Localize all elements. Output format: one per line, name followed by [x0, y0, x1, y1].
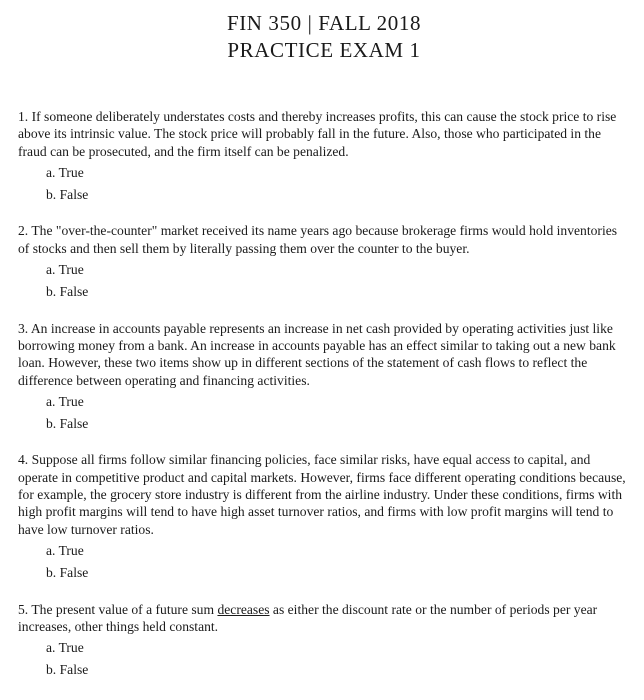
option-true[interactable]: a. True — [46, 542, 84, 558]
question-body: An increase in accounts payable represents an increase in net cash provided by operating activities just like borrowing money from a bank. An increase in accounts payable has an effect similar to taking out a new bank loan. However, these two items show up in different sections of the statement of cash flows to reflect the difference between operating and financing activities. — [18, 320, 616, 388]
option-true[interactable]: a. True — [46, 164, 84, 180]
question-1 — [18, 108, 630, 203]
question-number: 3. — [18, 320, 29, 336]
question-number: 4. — [18, 452, 29, 468]
exam-header — [18, 0, 630, 64]
exam-subtitle: PRACTICE EXAM 1 — [227, 38, 421, 62]
question-2 — [18, 222, 630, 300]
question-body: The "over-the-counter" market received its name years ago because brokerage firms would hold inventories of stocks and then sell them by literally passing them over the counter to the buyer. — [18, 223, 618, 256]
question-number: 5. — [18, 601, 29, 617]
option-true[interactable]: a. True — [46, 262, 84, 278]
question-number: 2. — [18, 223, 29, 239]
option-false[interactable]: b. False — [46, 284, 89, 300]
option-true[interactable]: a. True — [46, 393, 84, 409]
answer-options — [46, 261, 630, 301]
question-text — [18, 601, 630, 636]
option-false[interactable]: b. False — [46, 565, 89, 581]
question-4 — [18, 451, 630, 581]
answer-options — [46, 639, 630, 679]
question-body-end: as either the discount rate or the number of periods per year increases, other things held constant. — [18, 601, 598, 634]
question-number: 1. — [18, 109, 29, 124]
question-body-start: The present value of a future sum — [31, 601, 218, 617]
question-5 — [18, 601, 630, 679]
exam-title: FIN 350 | FALL 2018 — [226, 11, 422, 35]
question-text — [18, 451, 630, 537]
question-body: Suppose all firms follow similar financing policies, face similar risks, have equal access to capital, and operate in competitive product and capital markets. However, firms face different operating conditions because, for example, the grocery store industry is different from the airline industry. Under these conditions, firms with high profit margins will tend to have high asset turnover ratios, and firms with low profit margins will tend to have low turnover ratios. — [18, 452, 626, 537]
option-true[interactable]: a. True — [46, 640, 84, 656]
question-list — [18, 108, 630, 679]
option-false[interactable]: b. False — [46, 662, 89, 678]
question-text — [18, 222, 630, 257]
question-underlined-word: decreases — [217, 601, 270, 617]
question-body: If someone deliberately understates costs and thereby increases profits, this can cause the stock price to rise above its intrinsic value. The stock price will probably fall in the future. Also, those who participated in the fraud can be prosecuted, and the firm itself can be penalized. — [18, 109, 617, 159]
option-false[interactable]: b. False — [46, 187, 89, 203]
question-text — [18, 108, 630, 160]
answer-options — [46, 393, 630, 433]
question-text — [18, 320, 630, 389]
option-false[interactable]: b. False — [46, 416, 89, 432]
answer-options — [46, 164, 630, 204]
question-3 — [18, 320, 630, 433]
answer-options — [46, 542, 630, 582]
